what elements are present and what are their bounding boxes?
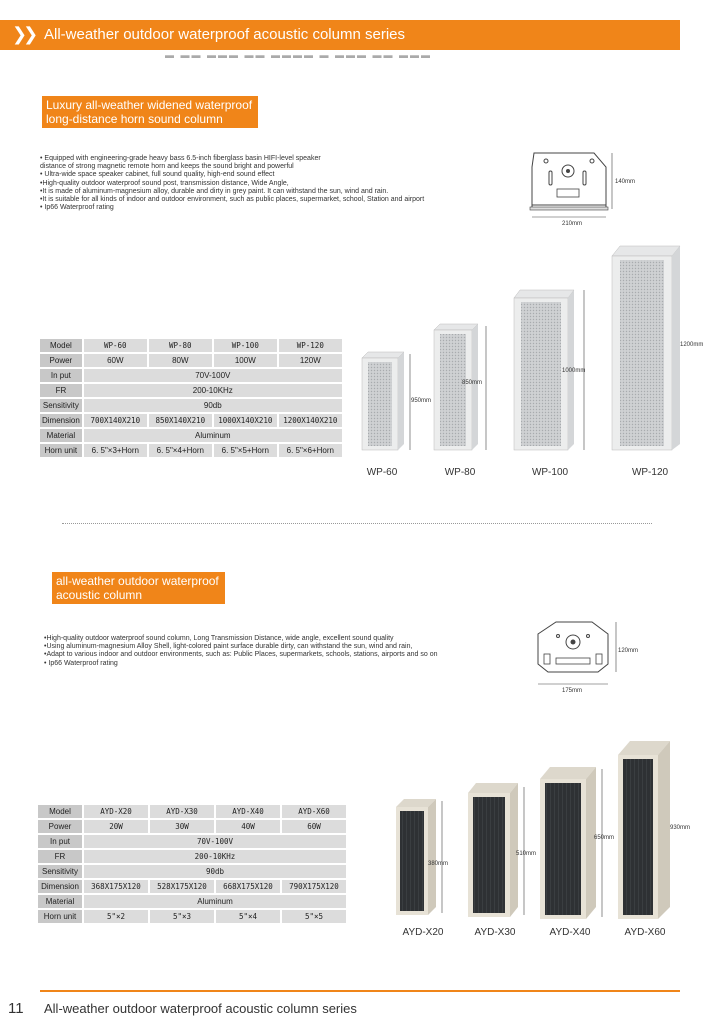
row-label: FR — [38, 850, 82, 863]
table-cell: 790X175X120 — [282, 880, 346, 893]
table-cell: WP-80 — [149, 339, 212, 352]
feature-item: •Using aluminum-magnesium Alloy Shell, light-colored paint surface durable dirty, can withstand the sun, wind and rain, — [44, 643, 413, 651]
wp-80-label: WP-80 — [444, 467, 476, 478]
row-label: In put — [38, 835, 82, 848]
section2-spec-table — [36, 803, 348, 925]
table-row — [38, 880, 346, 893]
section1-bracket-width-label: 210mm — [562, 221, 583, 227]
table-cell: 700X140X210 — [84, 414, 147, 427]
table-cell: AYD-X40 — [216, 805, 280, 818]
table-row — [40, 399, 342, 412]
feature-item: • Equipped with engineering-grade heavy bass 6.5-inch fiberglass basin HIFI-level speaker — [40, 155, 321, 162]
table-row — [38, 805, 346, 818]
table-cell: 5"×5 — [282, 910, 346, 923]
section2-label — [52, 572, 225, 604]
wp-120-height-label: 1200mm — [680, 342, 704, 348]
feature-item: • Ip66 Waterproof rating — [40, 204, 114, 212]
table-cell: 80W — [149, 354, 212, 367]
table-row — [40, 384, 342, 397]
table-cell: AYD-X30 — [150, 805, 214, 818]
row-label: In put — [40, 369, 82, 382]
section1-label — [42, 96, 258, 128]
table-cell: 6. 5"×6+Horn — [279, 444, 342, 457]
table-row — [40, 444, 342, 457]
table-row — [38, 865, 346, 878]
table-row — [38, 895, 346, 908]
section2-bracket-height-label: 120mm — [618, 648, 639, 654]
table-cell: 30W — [150, 820, 214, 833]
table-row — [38, 850, 346, 863]
wp-60-height-label: 950mm — [411, 398, 432, 404]
section-divider — [62, 523, 652, 524]
section2-feature-list — [44, 635, 438, 668]
row-label: Model — [40, 339, 82, 352]
table-cell: 90db — [84, 865, 346, 878]
table-row — [40, 369, 342, 382]
feature-item: •High-quality outdoor waterproof sound post, transmission distance, Wide Angle, — [40, 179, 289, 187]
table-cell: WP-100 — [214, 339, 277, 352]
table-cell: 850X140X210 — [149, 414, 212, 427]
header-bar — [0, 20, 680, 50]
ayd-x60-height-label: 930mm — [670, 825, 691, 831]
table-cell: WP-120 — [279, 339, 342, 352]
table-cell: WP-60 — [84, 339, 147, 352]
wp-100-label: WP-100 — [531, 467, 569, 478]
table-cell: 6. 5"×3+Horn — [84, 444, 147, 457]
table-cell: AYD-X20 — [84, 805, 148, 818]
table-cell: 120W — [279, 354, 342, 367]
section2-label-line2: acoustic column — [56, 588, 143, 602]
table-cell: 6. 5"×4+Horn — [149, 444, 212, 457]
row-label: Horn unit — [38, 910, 82, 923]
table-cell: 100W — [214, 354, 277, 367]
ayd-x20-height-label: 380mm — [428, 861, 449, 867]
feature-item: distance of strong magnetic remote horn and keeps the sound bright and powerful — [40, 163, 294, 171]
row-label: Sensitivity — [40, 399, 82, 412]
wp-80-speaker-image — [434, 324, 478, 450]
table-row — [40, 339, 342, 352]
row-label: Sensitivity — [38, 865, 82, 878]
table-cell: 1200X140X210 — [279, 414, 342, 427]
ayd-x40-height-label: 650mm — [594, 835, 615, 841]
table-cell: 60W — [84, 354, 147, 367]
table-cell: 20W — [84, 820, 148, 833]
footer-line — [40, 990, 680, 992]
section1-label-line2: long-distance horn sound column — [46, 112, 223, 126]
ayd-x40-label: AYD-X40 — [549, 927, 591, 938]
section1-bracket-diagram — [522, 145, 634, 233]
header-title: All-weather outdoor waterproof acoustic column series — [44, 26, 406, 43]
page-number: 11 — [8, 1000, 24, 1017]
row-label: Dimension — [38, 880, 82, 893]
feature-item: •It is suitable for all kinds of indoor and outdoor environment, such as public places, supermarket, school, Station and airport — [40, 196, 425, 204]
table-cell: 6. 5"×5+Horn — [214, 444, 277, 457]
section1-feature-list — [40, 155, 424, 212]
table-cell: 5"×4 — [216, 910, 280, 923]
row-label: Horn unit — [40, 444, 82, 457]
table-row — [38, 910, 346, 923]
ayd-x30-speaker-image — [468, 783, 518, 917]
double-chevron-icon: ❯❯ — [12, 24, 35, 45]
table-cell: 90db — [84, 399, 342, 412]
table-cell: 200-10KHz — [84, 850, 346, 863]
row-label: Material — [38, 895, 82, 908]
table-row — [38, 820, 346, 833]
header-ghost-text: ▬ ▬▬ ▬▬▬ ▬▬ ▬▬▬▬ ▬ ▬▬▬ ▬▬ ▬▬▬ — [165, 50, 433, 60]
row-label: Material — [40, 429, 82, 442]
wp-100-height-label: 1000mm — [562, 368, 586, 374]
table-cell: Aluminum — [84, 429, 342, 442]
table-cell: 668X175X120 — [216, 880, 280, 893]
table-cell: Aluminum — [84, 895, 346, 908]
section2-label-line1: all-weather outdoor waterproof — [56, 574, 219, 588]
section1-spec-table — [38, 337, 344, 459]
footer-title: All-weather outdoor waterproof acoustic column series — [44, 1001, 357, 1016]
section2-bracket-width-label: 175mm — [562, 688, 583, 694]
row-label: Power — [38, 820, 82, 833]
wp-120-speaker-image — [612, 246, 680, 450]
ayd-x30-height-label: 510mm — [516, 851, 537, 857]
row-label: Model — [38, 805, 82, 818]
ayd-x20-speaker-image — [396, 799, 436, 915]
table-cell: 368X175X120 — [84, 880, 148, 893]
section1-bracket-height-label: 140mm — [615, 179, 636, 185]
feature-item: • Ip66 Waterproof rating — [44, 659, 118, 667]
ayd-x20-label: AYD-X20 — [402, 927, 444, 938]
table-cell: 5"×2 — [84, 910, 148, 923]
section1-product-images — [358, 222, 704, 462]
wp-60-speaker-image — [362, 352, 404, 450]
feature-item: • Ultra-wide space speaker cabinet, full sound quality, high-end sound effect — [40, 171, 275, 179]
table-row — [40, 414, 342, 427]
ayd-x40-speaker-image — [540, 767, 596, 919]
row-label: Power — [40, 354, 82, 367]
table-cell: 200-10KHz — [84, 384, 342, 397]
table-cell: 5"×3 — [150, 910, 214, 923]
table-cell: 60W — [282, 820, 346, 833]
section1-label-line1: Luxury all-weather widened waterproof — [46, 98, 253, 112]
section2-product-images — [390, 735, 690, 925]
table-cell: 528X175X120 — [150, 880, 214, 893]
table-cell: AYD-X60 — [282, 805, 346, 818]
feature-item: •Adapt to various indoor and outdoor environments, such as: Public Places, supermarkets, schools, stations, airports and so on — [44, 651, 438, 659]
ayd-x30-label: AYD-X30 — [474, 927, 516, 938]
ayd-x60-label: AYD-X60 — [624, 927, 666, 938]
feature-item: •It is made of aluminum-magnesium alloy, durable and dirty in grey paint. It can withstand the sun, wind and rain. — [40, 187, 389, 195]
table-cell: 1000X140X210 — [214, 414, 277, 427]
table-row — [40, 429, 342, 442]
wp-60-label: WP-60 — [366, 467, 398, 478]
wp-120-label: WP-120 — [631, 467, 669, 478]
section2-bracket-diagram — [532, 614, 639, 694]
table-cell: 40W — [216, 820, 280, 833]
ayd-x60-speaker-image — [618, 741, 670, 919]
wp-80-height-label: 850mm — [462, 380, 483, 386]
row-label: FR — [40, 384, 82, 397]
table-cell: 70V-100V — [84, 835, 346, 848]
row-label: Dimension — [42, 416, 80, 425]
table-row — [40, 354, 342, 367]
table-row — [38, 835, 346, 848]
table-cell: 70V-100V — [84, 369, 342, 382]
feature-item: •High-quality outdoor waterproof sound column, Long Transmission Distance, wide angle, excellent sound quality — [44, 635, 394, 642]
